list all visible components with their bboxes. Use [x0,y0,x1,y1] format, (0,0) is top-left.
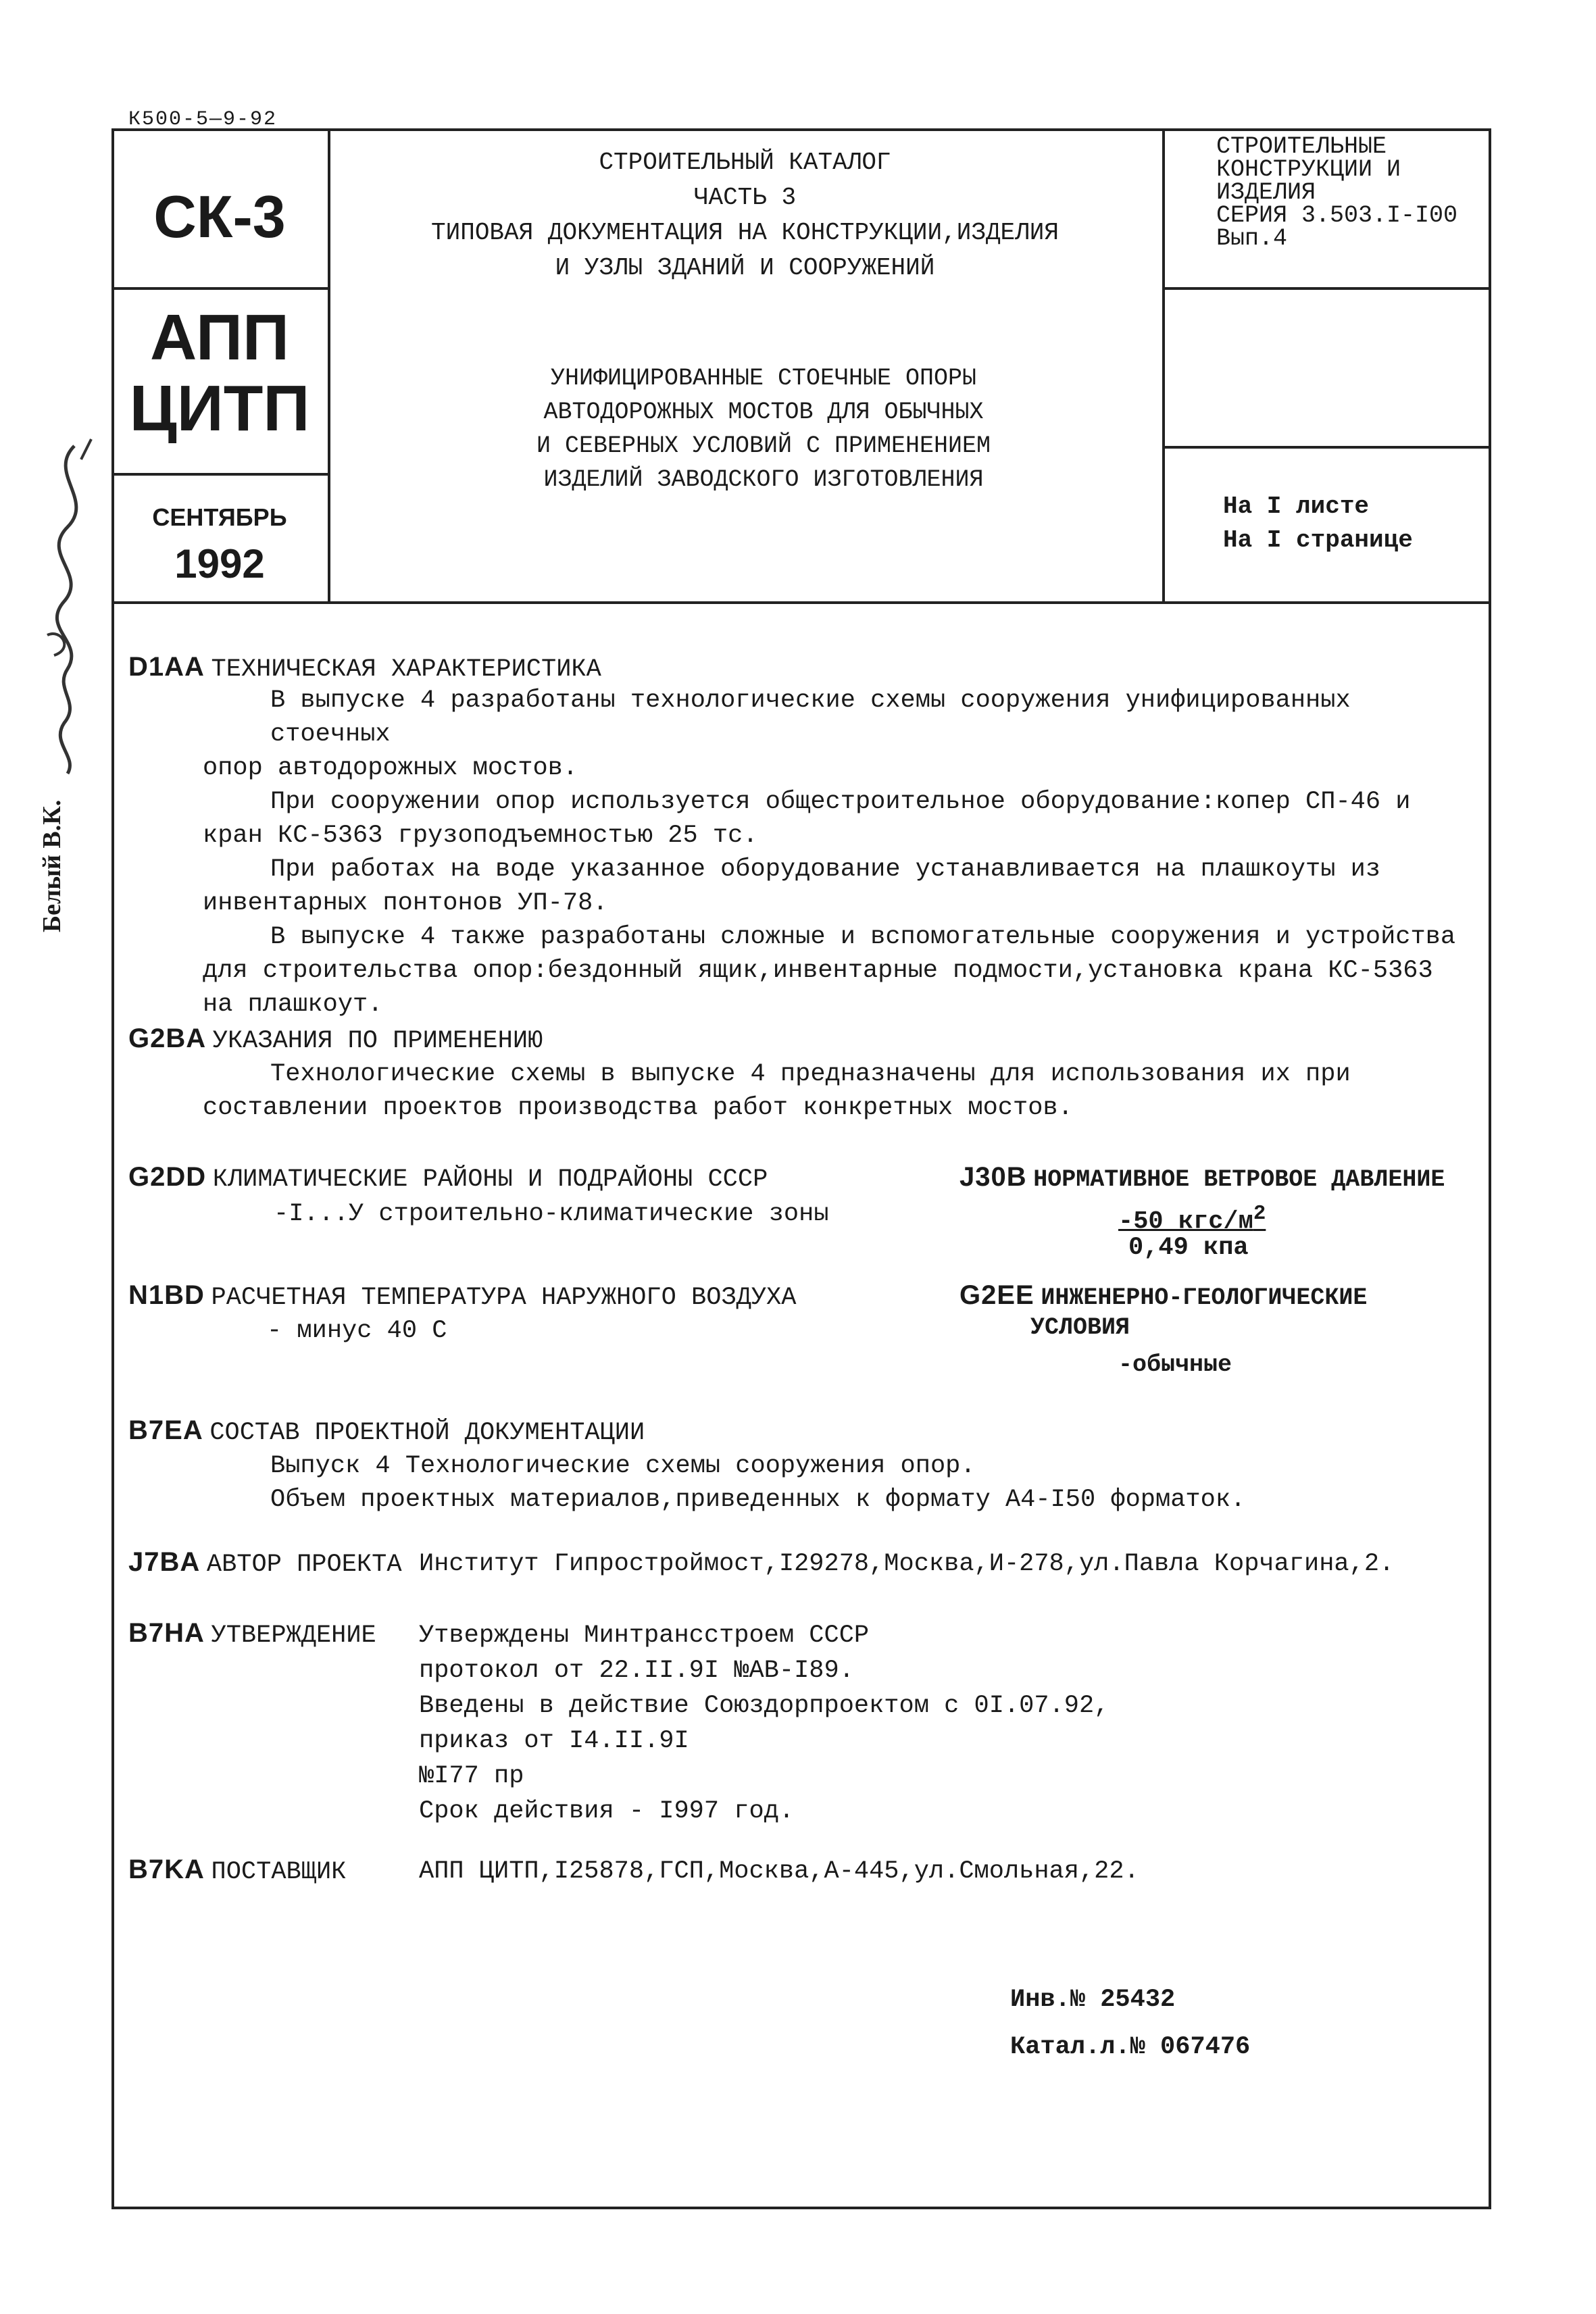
text-line: Технологические схемы в выпуске 4 предназначены для использования их при [270,1060,1351,1088]
section-code: B7HA [128,1618,205,1648]
series-line: КОНСТРУКЦИИ И [1216,156,1401,183]
catalog-line: СТРОИТЕЛЬНЫЙ КАТАЛОГ [599,149,891,176]
catalog-header [331,145,1159,286]
sheets-info [1223,490,1413,557]
text-line: для строительства опор:бездонный ящик,инвентарные подмости,установка крана КС-5363 [203,957,1433,985]
section-title: НОРМАТИВНОЕ ВЕТРОВОЕ ДАВЛЕНИЕ [1033,1166,1445,1193]
wind-value-text: -50 кгс/м [1118,1207,1253,1236]
usage-text [203,1057,1473,1125]
text-line: приказ от I4.II.9I [419,1727,689,1755]
document-code: К500-5—9-92 [128,108,278,131]
text-line: В выпуске 4 разработаны технологические схемы сооружения унифицированных стоечных [270,686,1351,749]
section-title: ИНЖЕНЕРНО-ГЕОЛОГИЧЕСКИЕ [1041,1284,1368,1311]
text-line: кран КС-5363 грузоподъемностью 25 тс. [203,822,758,850]
section-docs [128,1415,645,1447]
document-title [378,361,1149,497]
divider [1162,128,1165,601]
section-code: N1BD [128,1280,205,1310]
section-usage [128,1024,543,1055]
series-line: Вып.4 [1216,225,1288,252]
text-line: Объем проектных материалов,приведенных к формату А4-I50 форматок. [270,1486,1246,1514]
section-author [128,1547,402,1579]
text-line: составлении проектов производства работ конкретных мостов. [203,1094,1073,1122]
supplier-text: АПП ЦИТП,I25878,ГСП,Москва,А-445,ул.Смольная,22. [419,1857,1139,1886]
section-geo [959,1280,1367,1311]
text-line: №I77 пр [419,1762,524,1790]
title-line: УНИФИЦИРОВАННЫЕ СТОЕЧНЫЕ ОПОРЫ [550,365,977,392]
text-line: протокол от 22.II.9I №АВ-I89. [419,1657,854,1685]
year-label: 1992 [174,541,265,586]
section-tech [128,652,601,684]
inventory-number: Инв.№ 25432 [1010,1986,1176,2014]
series-line: СЕРИЯ 3.503.I-I00 [1216,202,1458,229]
text-line: Срок действия - I997 год. [419,1797,795,1826]
divider [111,287,328,290]
text-line: Утверждены Минтрансстроем СССР [419,1621,870,1650]
approval-text [419,1618,1473,1829]
catalog-sheet-number: Катал.л.№ 067476 [1010,2033,1251,2061]
series-line: ИЗДЕЛИЯ [1216,179,1316,206]
wind-value-kpa: 0,49 кпа [1128,1234,1249,1262]
sk-code: СК-3 [153,183,286,250]
catalog-line: И УЗЛЫ ЗДАНИЙ И СООРУЖЕНИЙ [555,254,935,282]
sheets-line: На I листе [1223,493,1370,520]
author-text: Институт Гипростроймост,I29278,Москва,И-278,ул.Павла Корчагина,2. [419,1550,1395,1578]
month-label: СЕНТЯБРЬ [152,503,287,531]
section-code: D1AA [128,652,205,682]
climate-text: -I...У строительно-климатические зоны [274,1200,829,1228]
temp-text: - минус 40 С [267,1317,447,1345]
divider [111,473,328,476]
text-line: В выпуске 4 также разработаны сложные и вспомогательные сооружения и устройства [270,923,1456,951]
text-line: на плашкоут. [203,990,383,1019]
catalog-line: ЧАСТЬ 3 [693,184,797,211]
text-line: инвентарных понтонов УП-78. [203,889,608,917]
section-title: УТВЕРЖДЕНИЕ [211,1621,376,1650]
section-title: АВТОР ПРОЕКТА [206,1551,402,1579]
title-line: АВТОДОРОЖНЫХ МОСТОВ ДЛЯ ОБЫЧНЫХ [543,399,984,426]
docs-text [270,1449,1473,1517]
title-line: ИЗДЕЛИЙ ЗАВОДСКОГО ИЗГОТОВЛЕНИЯ [543,466,984,493]
section-code: B7KA [128,1855,205,1884]
section-title: УКАЗАНИЯ ПО ПРИМЕНЕНИЮ [212,1027,543,1055]
section-temp [128,1280,796,1312]
section-supplier [128,1855,346,1886]
catalog-line: ТИПОВАЯ ДОКУМЕНТАЦИЯ НА КОНСТРУКЦИИ,ИЗДЕЛИЯ [431,219,1059,247]
divider [328,128,330,601]
section-title: ТЕХНИЧЕСКАЯ ХАРАКТЕРИСТИКА [211,655,601,684]
section-code: G2DD [128,1162,207,1192]
text-line: При работах на воде указанное оборудование устанавливается на плашкоуты из [270,855,1381,884]
section-approval [128,1618,376,1650]
header-bottom-divider [111,601,1491,604]
text-line: опор автодорожных мостов. [203,754,578,782]
section-title: СОСТАВ ПРОЕКТНОЙ ДОКУМЕНТАЦИИ [209,1419,645,1447]
divider [1162,287,1491,290]
text-line: Выпуск 4 Технологические схемы сооружения опор. [270,1452,976,1480]
app-label: АПП [149,301,290,374]
sheets-line: На I странице [1223,526,1413,554]
divider [1162,446,1491,449]
series-block [1216,135,1487,250]
series-line: СТРОИТЕЛЬНЫЕ [1216,133,1387,160]
citp-label: ЦИТП [129,372,310,445]
section-code: G2EE [959,1280,1034,1310]
geo-title-2: УСЛОВИЯ [1030,1314,1130,1341]
section-wind [959,1162,1445,1193]
side-name: Белый В.К. [38,799,66,932]
text-line: Введены в действие Союздорпроектом с 0I.07.92, [419,1692,1109,1720]
geo-value: -обычные [1118,1351,1232,1378]
section-title: КЛИМАТИЧЕСКИЕ РАЙОНЫ И ПОДРАЙОНЫ СССР [212,1165,768,1194]
text-line: При сооружении опор используется общестроительное оборудование:копер СП-46 и [270,788,1411,816]
wind-value-sup: 2 [1253,1202,1266,1226]
section-code: J30B [959,1162,1027,1192]
section-title: РАСЧЕТНАЯ ТЕМПЕРАТУРА НАРУЖНОГО ВОЗДУХА [211,1284,797,1312]
tech-text [203,684,1473,1022]
signature-image [27,432,101,784]
section-code: G2BA [128,1024,207,1053]
title-line: И СЕВЕРНЫХ УСЛОВИЙ С ПРИМЕНЕНИЕМ [536,432,991,459]
section-code: B7EA [128,1415,203,1445]
section-climate [128,1162,768,1194]
section-code: J7BA [128,1547,201,1577]
section-title: ПОСТАВЩИК [211,1858,347,1886]
